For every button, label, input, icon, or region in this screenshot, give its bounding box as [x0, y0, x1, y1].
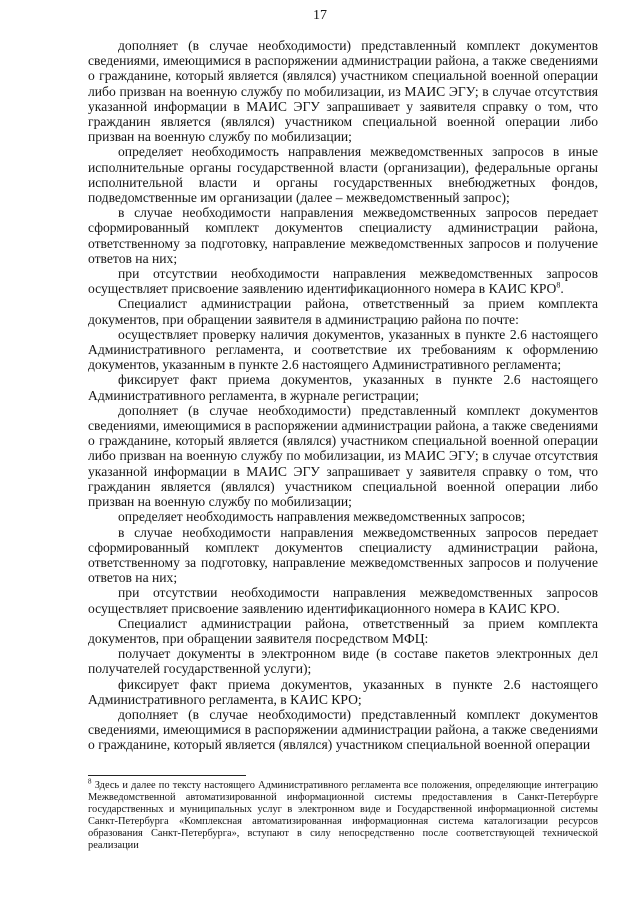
paragraph: в случае необходимости направления межведомственных запросов передает сформированный комплект документов специалисту администрации района, ответственному за подготовку, направление межведомственных запросов и получение ответов на них;	[88, 524, 598, 586]
paragraph: при отсутствии необходимости направления межведомственных запросов осуществляет присвоение заявлению идентификационного номера в КАИС КРО.	[88, 585, 598, 616]
paragraph: получает документы в электронном виде (в составе пакетов электронных дел получателей государственной услуги);	[88, 646, 598, 677]
paragraph-text: при отсутствии необходимости направления межведомственных запросов осуществляет присвоение заявлению идентификационного номера в КАИС КРО	[88, 266, 598, 297]
document-body	[88, 38, 598, 753]
footnote-divider	[88, 775, 246, 776]
paragraph-with-footnote	[88, 266, 598, 296]
paragraph: фиксирует факт приема документов, указанных в пункте 2.6 настоящего Административного регламента, в КАИС КРО;	[88, 676, 598, 707]
sentence-end: .	[560, 281, 564, 297]
footnote-reference[interactable]: 8	[556, 280, 561, 290]
footnote-text: Здесь и далее по тексту настоящего Административного регламента все положения, определяющие интеграцию Межведомственной автоматизированной информационной системы предоставления в Санкт-Петербурге государственных и муниципальных услуг в электронном виде и Государственной информационной системы Санкт-Петербурга «Комплексная автоматизированная информационная система каталогизации ресурсов образования Санкт-Петербурга», вступают в силу непосредственно после соответствующей технической реализации	[88, 780, 598, 851]
footnote-marker: 8	[88, 777, 92, 786]
paragraph: дополняет (в случае необходимости) представленный комплект документов сведениями, имеющимися в распоряжении администрации района, а также сведениями о гражданине, который является (являлся) участником специальной военной операции либо призван на военную службу по мобилизации, из МАИС ЭГУ; в случае отсутствия указанной информации в МАИС ЭГУ запрашивает у заявителя справку о том, что гражданин является (являлся) участником специальной военной операции либо призван на военную службу по мобилизации;	[88, 38, 598, 145]
paragraph: Специалист администрации района, ответственный за прием комплекта документов, при обращении заявителя в администрацию района по почте:	[88, 296, 598, 327]
paragraph: осуществляет проверку наличия документов, указанных в пункте 2.6 настоящего Административного регламента, и соответствие их требованиям к оформлению документов, указанным в пункте 2.6 настоящего Административного регламента;	[88, 326, 598, 373]
paragraph: Специалист администрации района, ответственный за прием комплекта документов, при обращении заявителя посредством МФЦ:	[88, 615, 598, 646]
paragraph: определяет необходимость направления межведомственных запросов;	[118, 509, 526, 525]
paragraph: в случае необходимости направления межведомственных запросов передает сформированный комплект документов специалисту администрации района, ответственному за подготовку, направление межведомственных запросов и получение ответов на них;	[88, 205, 598, 266]
paragraph: фиксирует факт приема документов, указанных в пункте 2.6 настоящего Административного регламента, в журнале регистрации;	[88, 372, 598, 403]
paragraph: дополняет (в случае необходимости) представленный комплект документов сведениями, имеющимися в распоряжении администрации района, а также сведениями о гражданине, который является (являлся) участником специальной военной операции либо призван на военную службу по мобилизации, из МАИС ЭГУ; в случае отсутствия указанной информации в МАИС ЭГУ запрашивает у заявителя справку о том, что гражданин является (являлся) участником специальной военной операции либо призван на военную службу по мобилизации;	[88, 402, 598, 510]
page-number: 17	[313, 8, 327, 23]
footnote	[88, 777, 598, 852]
paragraph: определяет необходимость направления межведомственных запросов в иные исполнительные органы государственной власти (организации), федеральные органы исполнительной власти и органы государственных внебюджетных фондов, подведомственные им организации (далее – межведомственный запрос);	[88, 144, 598, 206]
paragraph: дополняет (в случае необходимости) представленный комплект документов сведениями, имеющимися в распоряжении администрации района, а также сведениями о гражданине, который является (являлся) участником специальной военной операции	[88, 706, 598, 753]
